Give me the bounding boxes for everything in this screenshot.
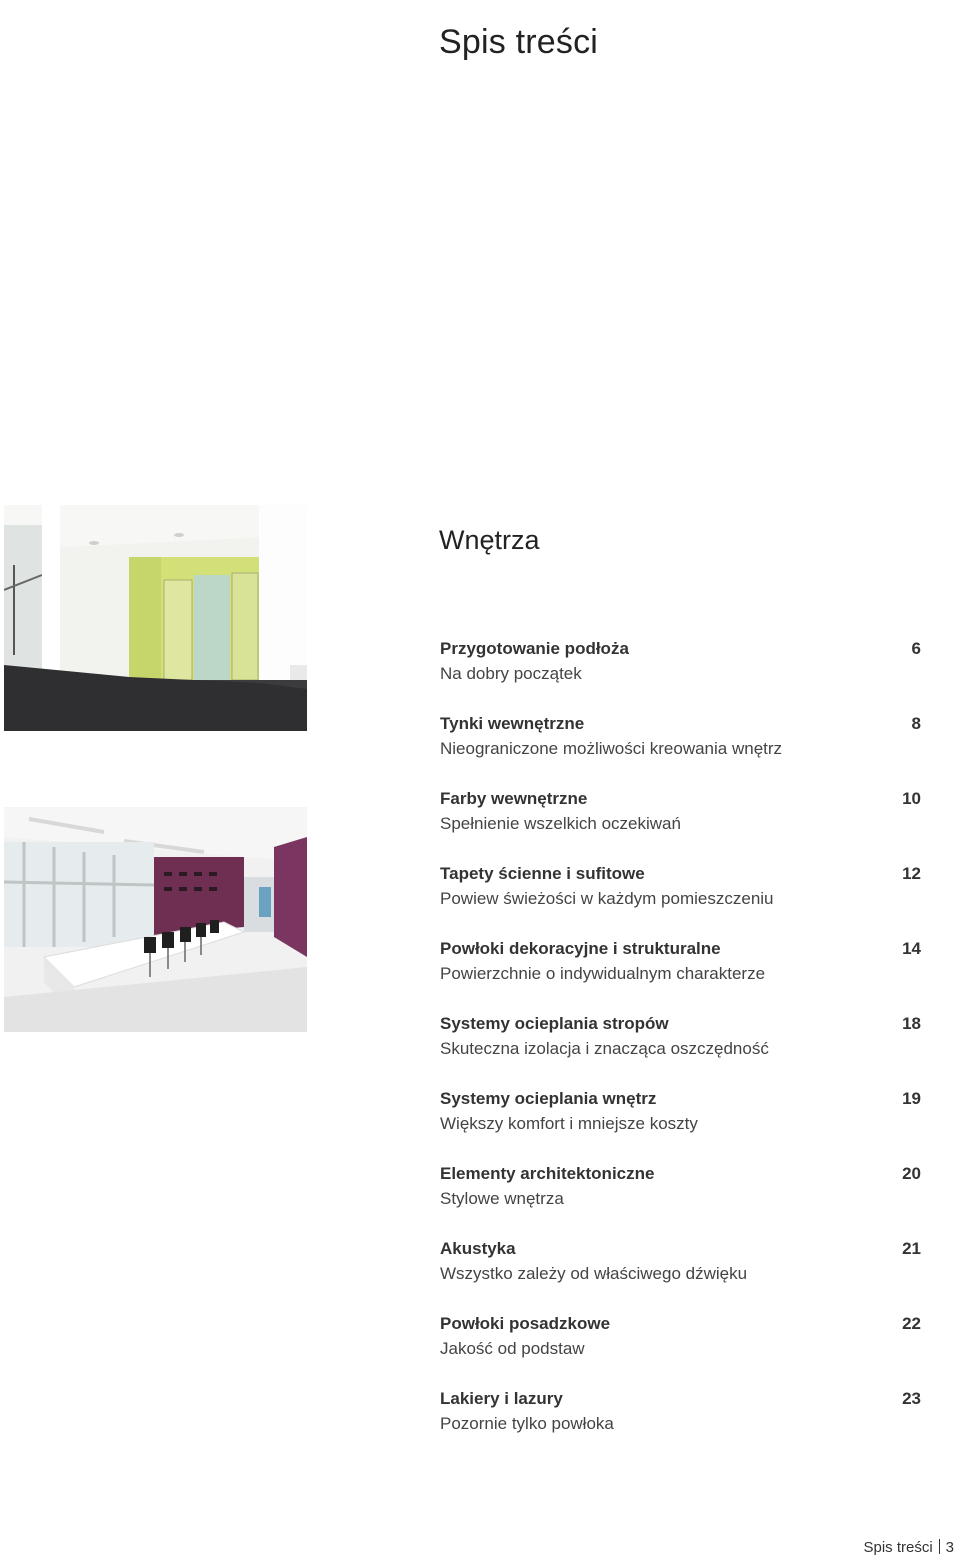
toc-item[interactable] (440, 1312, 921, 1387)
footer-label: Spis treści (863, 1539, 933, 1556)
toc-item[interactable] (440, 787, 921, 862)
toc-item-subtitle: Większy komfort i mniejsze koszty (440, 1114, 698, 1133)
toc-item-page: 21 (902, 1239, 921, 1258)
interior-photo-green-wall (4, 505, 307, 731)
toc-item-subtitle: Nieograniczone możliwości kreowania wnętrz (440, 739, 783, 758)
toc-item[interactable] (440, 862, 921, 937)
toc-item-page: 6 (911, 639, 921, 658)
toc-item-subtitle: Pozornie tylko powłoka (440, 1414, 614, 1433)
toc-item-page: 22 (902, 1314, 921, 1333)
toc-item-title: Elementy architektoniczne (440, 1164, 655, 1183)
toc-item-title: Przygotowanie podłoża (440, 639, 629, 658)
toc-item-page: 10 (902, 789, 921, 808)
toc-item-page: 23 (902, 1389, 921, 1408)
toc-item-page: 14 (902, 939, 921, 958)
toc-item-subtitle: Powiew świeżości w każdym pomieszczeniu (440, 889, 774, 908)
toc-item-title: Tynki wewnętrzne (440, 714, 585, 733)
toc-item-title: Lakiery i lazury (440, 1389, 563, 1408)
toc-item[interactable] (440, 637, 921, 712)
toc-item[interactable] (440, 1237, 921, 1312)
toc-item-subtitle: Stylowe wnętrza (440, 1189, 564, 1208)
toc-item-subtitle: Na dobry początek (440, 664, 582, 683)
toc-item-page: 8 (911, 714, 921, 733)
toc-item-subtitle: Powierzchnie o indywidualnym charakterze (440, 964, 766, 983)
toc-item-title: Tapety ścienne i sufitowe (440, 864, 645, 883)
interior-photo-purple-wall (4, 807, 307, 1032)
toc-item-title: Systemy ocieplania stropów (440, 1014, 669, 1033)
toc-item-subtitle: Spełnienie wszelkich oczekiwań (440, 814, 681, 833)
toc-item-subtitle: Skuteczna izolacja i znacząca oszczędność (440, 1039, 769, 1058)
toc-item-page: 19 (902, 1089, 921, 1108)
toc-item-page: 12 (902, 864, 921, 883)
toc-item-title: Akustyka (440, 1239, 516, 1258)
toc-item-subtitle: Wszystko zależy od właściwego dźwięku (440, 1264, 748, 1283)
toc-item-page: 20 (902, 1164, 921, 1183)
footer-page-number: 3 (945, 1539, 954, 1556)
toc-item-subtitle: Jakość od podstaw (440, 1339, 585, 1358)
toc-item[interactable] (440, 937, 921, 1012)
toc-item[interactable] (440, 1162, 921, 1237)
toc-item-title: Powłoki posadzkowe (440, 1314, 611, 1333)
section-title: Wnętrza (439, 525, 540, 556)
page-footer (863, 1539, 954, 1556)
toc-item-page: 18 (902, 1014, 921, 1033)
footer-divider (939, 1539, 940, 1554)
toc-item[interactable] (440, 712, 921, 787)
toc-item[interactable] (440, 1387, 921, 1462)
page-title: Spis treści (439, 22, 599, 61)
toc-item-title: Powłoki dekoracyjne i strukturalne (440, 939, 721, 958)
toc-item[interactable] (440, 1087, 921, 1162)
toc-item-title: Systemy ocieplania wnętrz (440, 1089, 657, 1108)
toc-item-title: Farby wewnętrzne (440, 789, 588, 808)
table-of-contents (440, 637, 921, 1462)
toc-item[interactable] (440, 1012, 921, 1087)
